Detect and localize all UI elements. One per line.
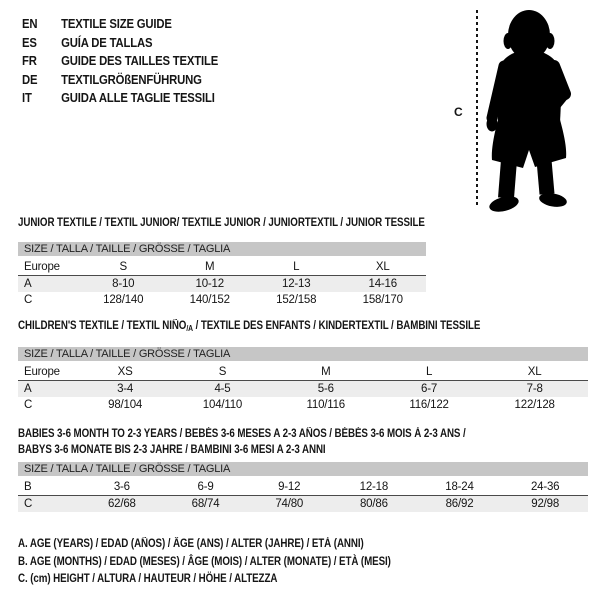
language-row-fr: [22, 52, 218, 71]
table-cell: 98/104: [108, 399, 143, 411]
language-code: IT: [22, 90, 32, 105]
table-row-age: [18, 381, 588, 398]
row-label: B: [18, 478, 80, 496]
children-title-subscript: /A: [186, 324, 193, 333]
row-label: C: [24, 294, 33, 306]
junior-table-title: JUNIOR TEXTILE / TEXTIL JUNIOR/ TEXTILE JUNIOR / JUNIORTEXTIL / JUNIOR TESSILE: [18, 217, 425, 229]
table-cell: XS: [80, 363, 170, 381]
table-row-height: [18, 292, 426, 308]
table-cell: L: [377, 363, 481, 381]
language-code: DE: [22, 71, 38, 87]
baby-silhouette-icon: [483, 8, 583, 212]
table-cell: M: [275, 363, 377, 381]
table-cell: 104/110: [202, 399, 243, 411]
children-table-title: [18, 318, 480, 337]
table-row-europe: [18, 258, 426, 276]
size-header-bar: SIZE / TALLA / TAILLE / GRÖSSE / TAGLIA: [18, 347, 588, 361]
babies-title-line2: BABYS 3-6 MONATE BIS 2-3 JAHRE / BAMBINI 3-6 MESI A 2-3 ANNI: [18, 444, 326, 456]
height-marker-label: C: [454, 105, 463, 119]
legend-line-a: A. AGE (YEARS) / EDAD (AÑOS) / ÂGE (ANS) / ALTER (JAHRE) / ETÀ (ANNI): [18, 538, 364, 550]
table-cell: 140/152: [189, 294, 230, 306]
babies-title-line1: BABIES 3-6 MONTH TO 2-3 YEARS / BEBÉS 3-6 MESES A 2-3 AÑOS / BÉBÉS 3-6 MOIS À 2-3 ANS /: [18, 428, 466, 440]
table-cell: 128/140: [103, 294, 144, 306]
table-row-height: [18, 496, 588, 513]
table-cell: 9-12: [247, 478, 331, 496]
row-label: A: [24, 383, 32, 395]
table-row-months: [18, 478, 588, 496]
row-label: Europe: [18, 258, 80, 276]
table-cell: 5-6: [317, 383, 334, 395]
table-cell: 152/158: [276, 294, 317, 306]
table-cell: 74/80: [275, 498, 304, 510]
guide-title-it: GUIDA ALLE TAGLIE TESSILI: [61, 90, 215, 105]
table-cell: 68/74: [191, 498, 220, 510]
guide-title-en: TEXTILE SIZE GUIDE: [61, 16, 172, 31]
children-size-table: [18, 347, 588, 413]
row-label: A: [24, 278, 32, 290]
table-row-europe: [18, 363, 588, 381]
table-cell: 18-24: [417, 478, 503, 496]
guide-title-de: TEXTILGRÖßENFÜHRUNG: [61, 71, 202, 87]
babies-table-title: [18, 426, 466, 458]
children-title-post: / TEXTILE DES ENFANTS / KINDERTEXTIL / BAMBINI TESSILE: [192, 320, 481, 332]
table-cell: XL: [340, 258, 427, 276]
table-cell: 12-13: [282, 278, 311, 290]
children-title-pre: CHILDREN'S TEXTILE / TEXTIL NIÑO: [18, 320, 187, 332]
table-cell: 24-36: [502, 478, 588, 496]
table-cell: 14-16: [368, 278, 397, 290]
guide-title-es: GUÍA DE TALLAS: [61, 34, 153, 50]
table-cell: 86/92: [445, 498, 474, 510]
table-cell: 10-12: [195, 278, 224, 290]
table-cell: S: [170, 363, 274, 381]
table-cell: L: [253, 258, 340, 276]
table-cell: 6-9: [164, 478, 248, 496]
legend-line-b: B. AGE (MONTHS) / EDAD (MESES) / ÂGE (MOIS) / ALTER (MONATE) / ETÀ (MESI): [18, 555, 391, 568]
language-row-it: [22, 89, 218, 108]
language-code: EN: [22, 16, 38, 31]
table-cell: 6-7: [421, 383, 438, 395]
language-row-es: [22, 34, 218, 53]
table-cell: S: [80, 258, 167, 276]
language-row-de: [22, 71, 218, 90]
row-label: Europe: [18, 363, 80, 381]
table-cell: 4-5: [214, 383, 231, 395]
language-title-list: [22, 15, 218, 108]
legend: [18, 536, 391, 589]
table-cell: 62/68: [107, 498, 136, 510]
table-cell: 3-6: [80, 478, 164, 496]
table-cell: 7-8: [526, 383, 543, 395]
language-code: FR: [22, 53, 37, 68]
babies-size-table: [18, 462, 588, 512]
table-cell: 116/122: [409, 399, 449, 411]
table-cell: 158/170: [362, 294, 403, 306]
table-cell: M: [167, 258, 254, 276]
language-code: ES: [22, 34, 37, 50]
table-row-height: [18, 397, 588, 413]
table-cell: 12-18: [331, 478, 417, 496]
size-header-bar: SIZE / TALLA / TAILLE / GRÖSSE / TAGLIA: [18, 462, 588, 476]
height-dashed-line: [476, 10, 478, 207]
table-cell: 92/98: [531, 498, 560, 510]
table-cell: 110/116: [306, 399, 345, 411]
table-row-age: [18, 276, 426, 293]
size-header-bar: SIZE / TALLA / TAILLE / GRÖSSE / TAGLIA: [18, 242, 426, 256]
legend-line-c: C. (cm) HEIGHT / ALTURA / HAUTEUR / HÖHE / ALTEZZA: [18, 573, 278, 585]
row-label: C: [24, 498, 33, 510]
table-cell: 122/128: [514, 399, 555, 411]
guide-title-fr: GUIDE DES TAILLES TEXTILE: [61, 53, 219, 68]
row-label: C: [24, 399, 33, 411]
language-row-en: [22, 15, 218, 34]
table-cell: XL: [481, 363, 588, 381]
table-cell: 8-10: [112, 278, 135, 290]
table-cell: 3-4: [117, 383, 134, 395]
table-cell: 80/86: [359, 498, 388, 510]
junior-size-table: [18, 242, 426, 308]
